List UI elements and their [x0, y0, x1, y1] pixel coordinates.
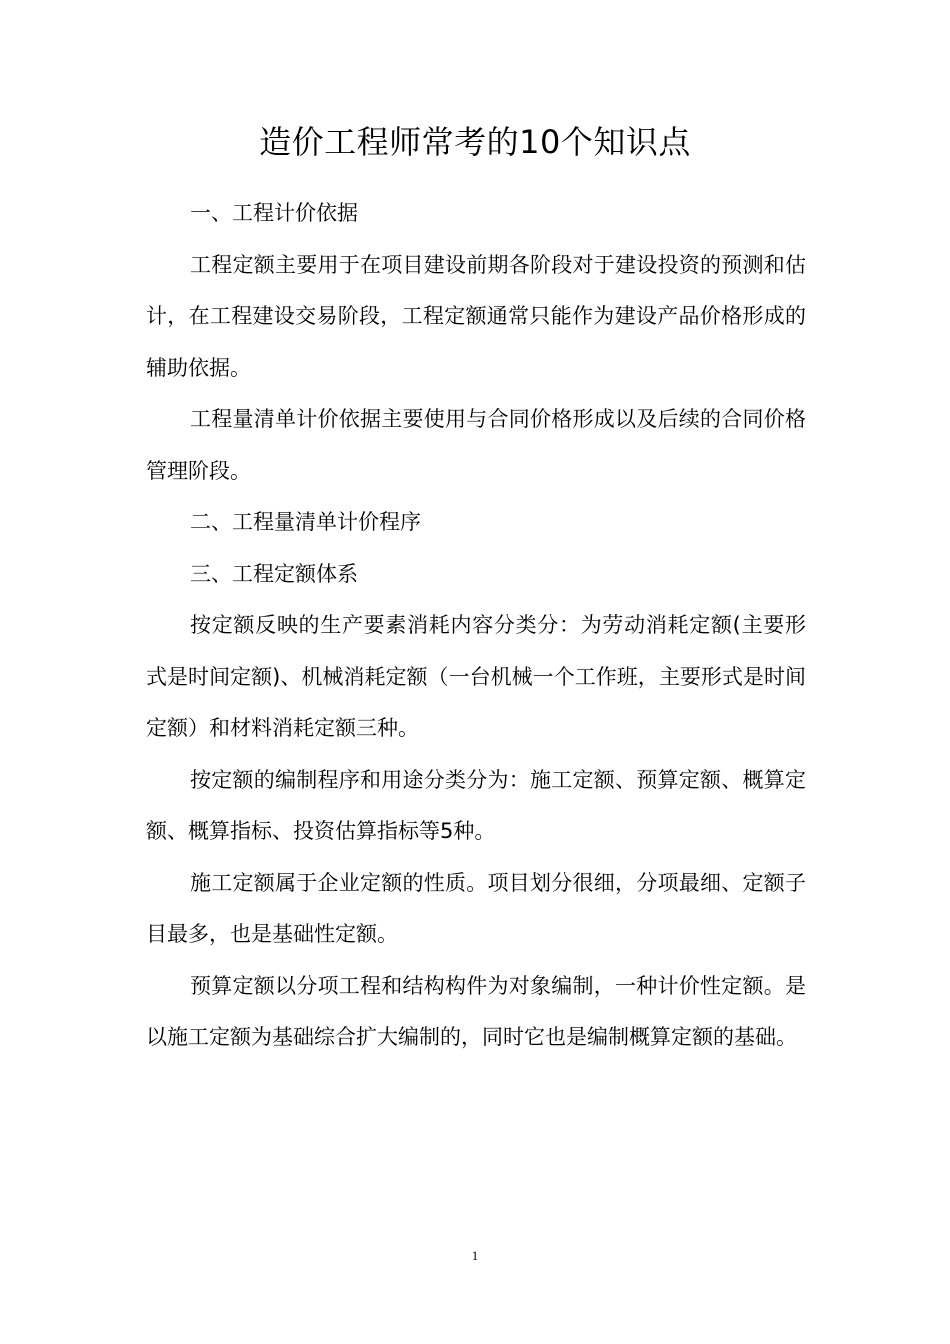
- section-heading-quota-system: 三、工程定额体系: [190, 561, 358, 586]
- section-heading-pricing-basis: 一、工程计价依据: [190, 201, 358, 225]
- document-title: 造价工程师常考的10个知识点: [259, 123, 691, 161]
- paragraph-construction-quota: 施工定额属于企业定额的性质。项目划分很细，分项最细、定额子目最多，也是基础性定额。: [146, 870, 806, 946]
- paragraph-bill-of-quantities-basis: 工程量清单计价依据主要使用与合同价格形成以及后续的合同价格管理阶段。: [146, 407, 806, 483]
- paragraph-quota-usage: 工程定额主要用于在项目建设前期各阶段对于建设投资的预测和估计，在工程建设交易阶段，工程定额通常只能作为建设产品价格形成的辅助依据。: [146, 252, 806, 380]
- paragraph-budget-quota: 预算定额以分项工程和结构构件为对象编制，一种计价性定额。是以施工定额为基础综合扩大编制的，同时它也是编制概算定额的基础。: [146, 973, 806, 1049]
- document-body: [146, 188, 806, 1064]
- paragraph-quota-by-resource: 按定额反映的生产要素消耗内容分类分：为劳动消耗定额(主要形式是时间定额)、机械消耗定额（一台机械一个工作班，主要形式是时间定额）和材料消耗定额三种。: [146, 613, 806, 740]
- page-number: 1: [471, 1248, 479, 1263]
- paragraph-quota-by-purpose: 按定额的编制程序和用途分类分为：施工定额、预算定额、概算定额、概算指标、投资估算指标等5种。: [146, 767, 806, 843]
- section-heading-bill-procedure: 二、工程量清单计价程序: [190, 510, 421, 534]
